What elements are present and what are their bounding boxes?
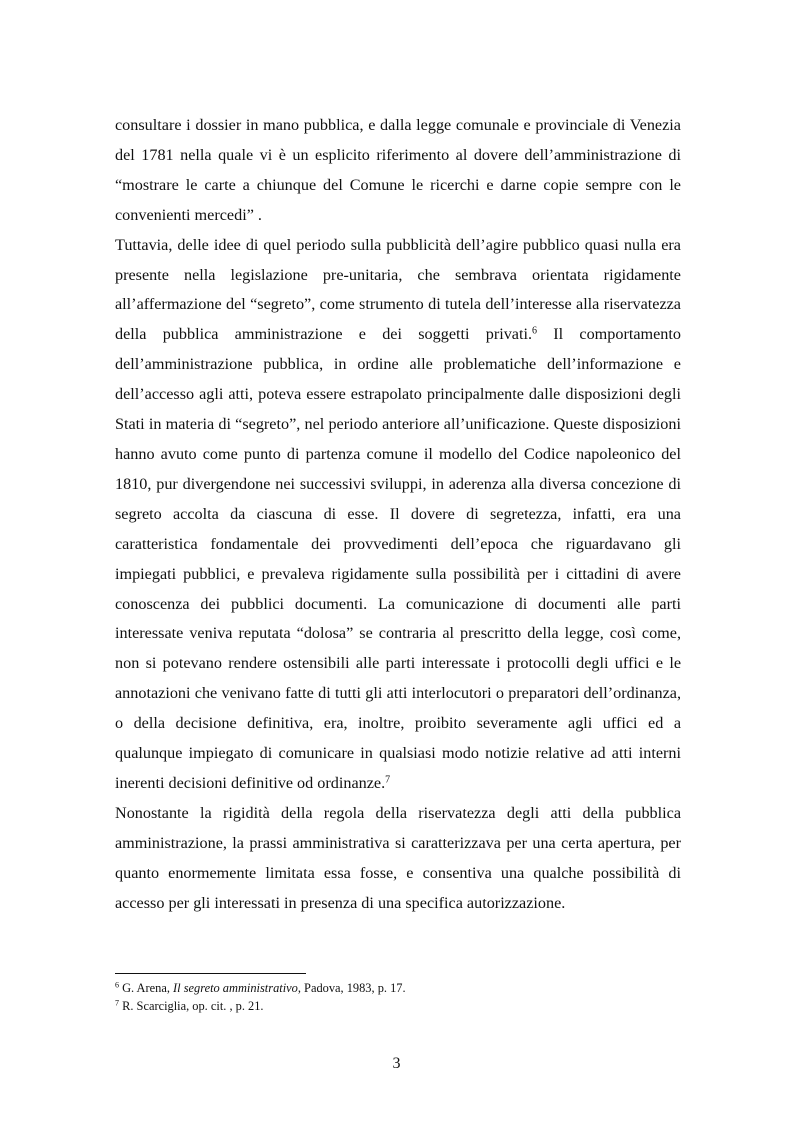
footnote (115, 980, 681, 998)
footnote-ref[interactable]: 6 (532, 325, 538, 337)
footnotes (115, 980, 681, 1015)
paragraph: consultare i dossier in mano pubblica, e dalla legge comunale e provinciale di Venezia del 1781 nella quale vi è un esplicito riferimento al dovere dell’amministrazione di “mostrare le carte a chiunque del Comune le ricerchi e darne copie sempre con le convenienti mercedi” . (115, 116, 681, 224)
page-number: 3 (392, 1055, 401, 1072)
footnote-separator (115, 973, 306, 974)
footnote (115, 998, 681, 1016)
paragraph (115, 231, 681, 799)
paragraph: Nonostante la rigidità della regola della riservatezza degli atti della pubblica amministrazione, la prassi amministrativa si caratterizzava per una certa apertura, per quanto enormemente limitata essa fosse, e consentiva una qualche possibilità di accesso per gli interessati in presenza di una specifica autorizzazione. (115, 803, 681, 912)
footnote-title: Il segreto amministrativo (173, 981, 298, 995)
footnote-rest: , Padova, 1983, p. 17. (297, 981, 406, 995)
footnote-author: G. Arena, (119, 981, 174, 995)
footnote-number: 7 (115, 998, 119, 1008)
paragraph-text: Il comportamento dell’amministrazione pubblica, in ordine alle problematiche dell’informazione e dell’accesso agli atti, poteva essere estrapolato principalmente dalle disposizioni degli Stati in materia di “segreto”, nel periodo anteriore all’unificazione. Queste disposizioni hanno avuto come punto di partenza comune il modello del Codice napoleonico del 1810, pur divergendone nei successivi sviluppi, in aderenza alla diversa concezione di segreto accolta da ciascuna di esse. Il dovere di segretezza, infatti, era una caratteristica fondamentale dei provvedimenti dell’epoca che riguardavano gli impiegati pubblici, e prevaleva rigidamente sulla possibilità per i cittadini di avere conoscenza dei pubblici documenti. La comunicazione di documenti alle parti interessate veniva reputata “dolosa” se contraria al prescritto della legge, così come, non si potevano rendere ostensibili alle parti interessate i protocolli degli uffici e le annotazioni che venivano fatte di tutti gli atti interlocutori o preparatori dell’ordinanza, o della decisione definitiva, era, inoltre, proibito severamente agli uffici ed a qualunque impiegato di comunicare in qualsiasi modo notizie relative ad atti interni inerenti decisioni definitive od ordinanze. (115, 325, 681, 792)
footnote-text: R. Scarciglia, op. cit. , p. 21. (119, 998, 264, 1013)
paragraph-text: Tuttavia, delle idee di quel periodo sulla pubblicità dell’agire pubblico quasi nulla era presente nella legislazione pre-unitaria, che sembrava orientata rigidamente all’affermazione del “segreto”, come strumento di tutela dell’interesse alla riservatezza della pubblica amministrazione e dei soggetti privati. (115, 235, 681, 344)
body-text (115, 111, 681, 918)
footnote-ref[interactable]: 7 (385, 774, 391, 786)
footnote-number: 6 (115, 980, 119, 990)
